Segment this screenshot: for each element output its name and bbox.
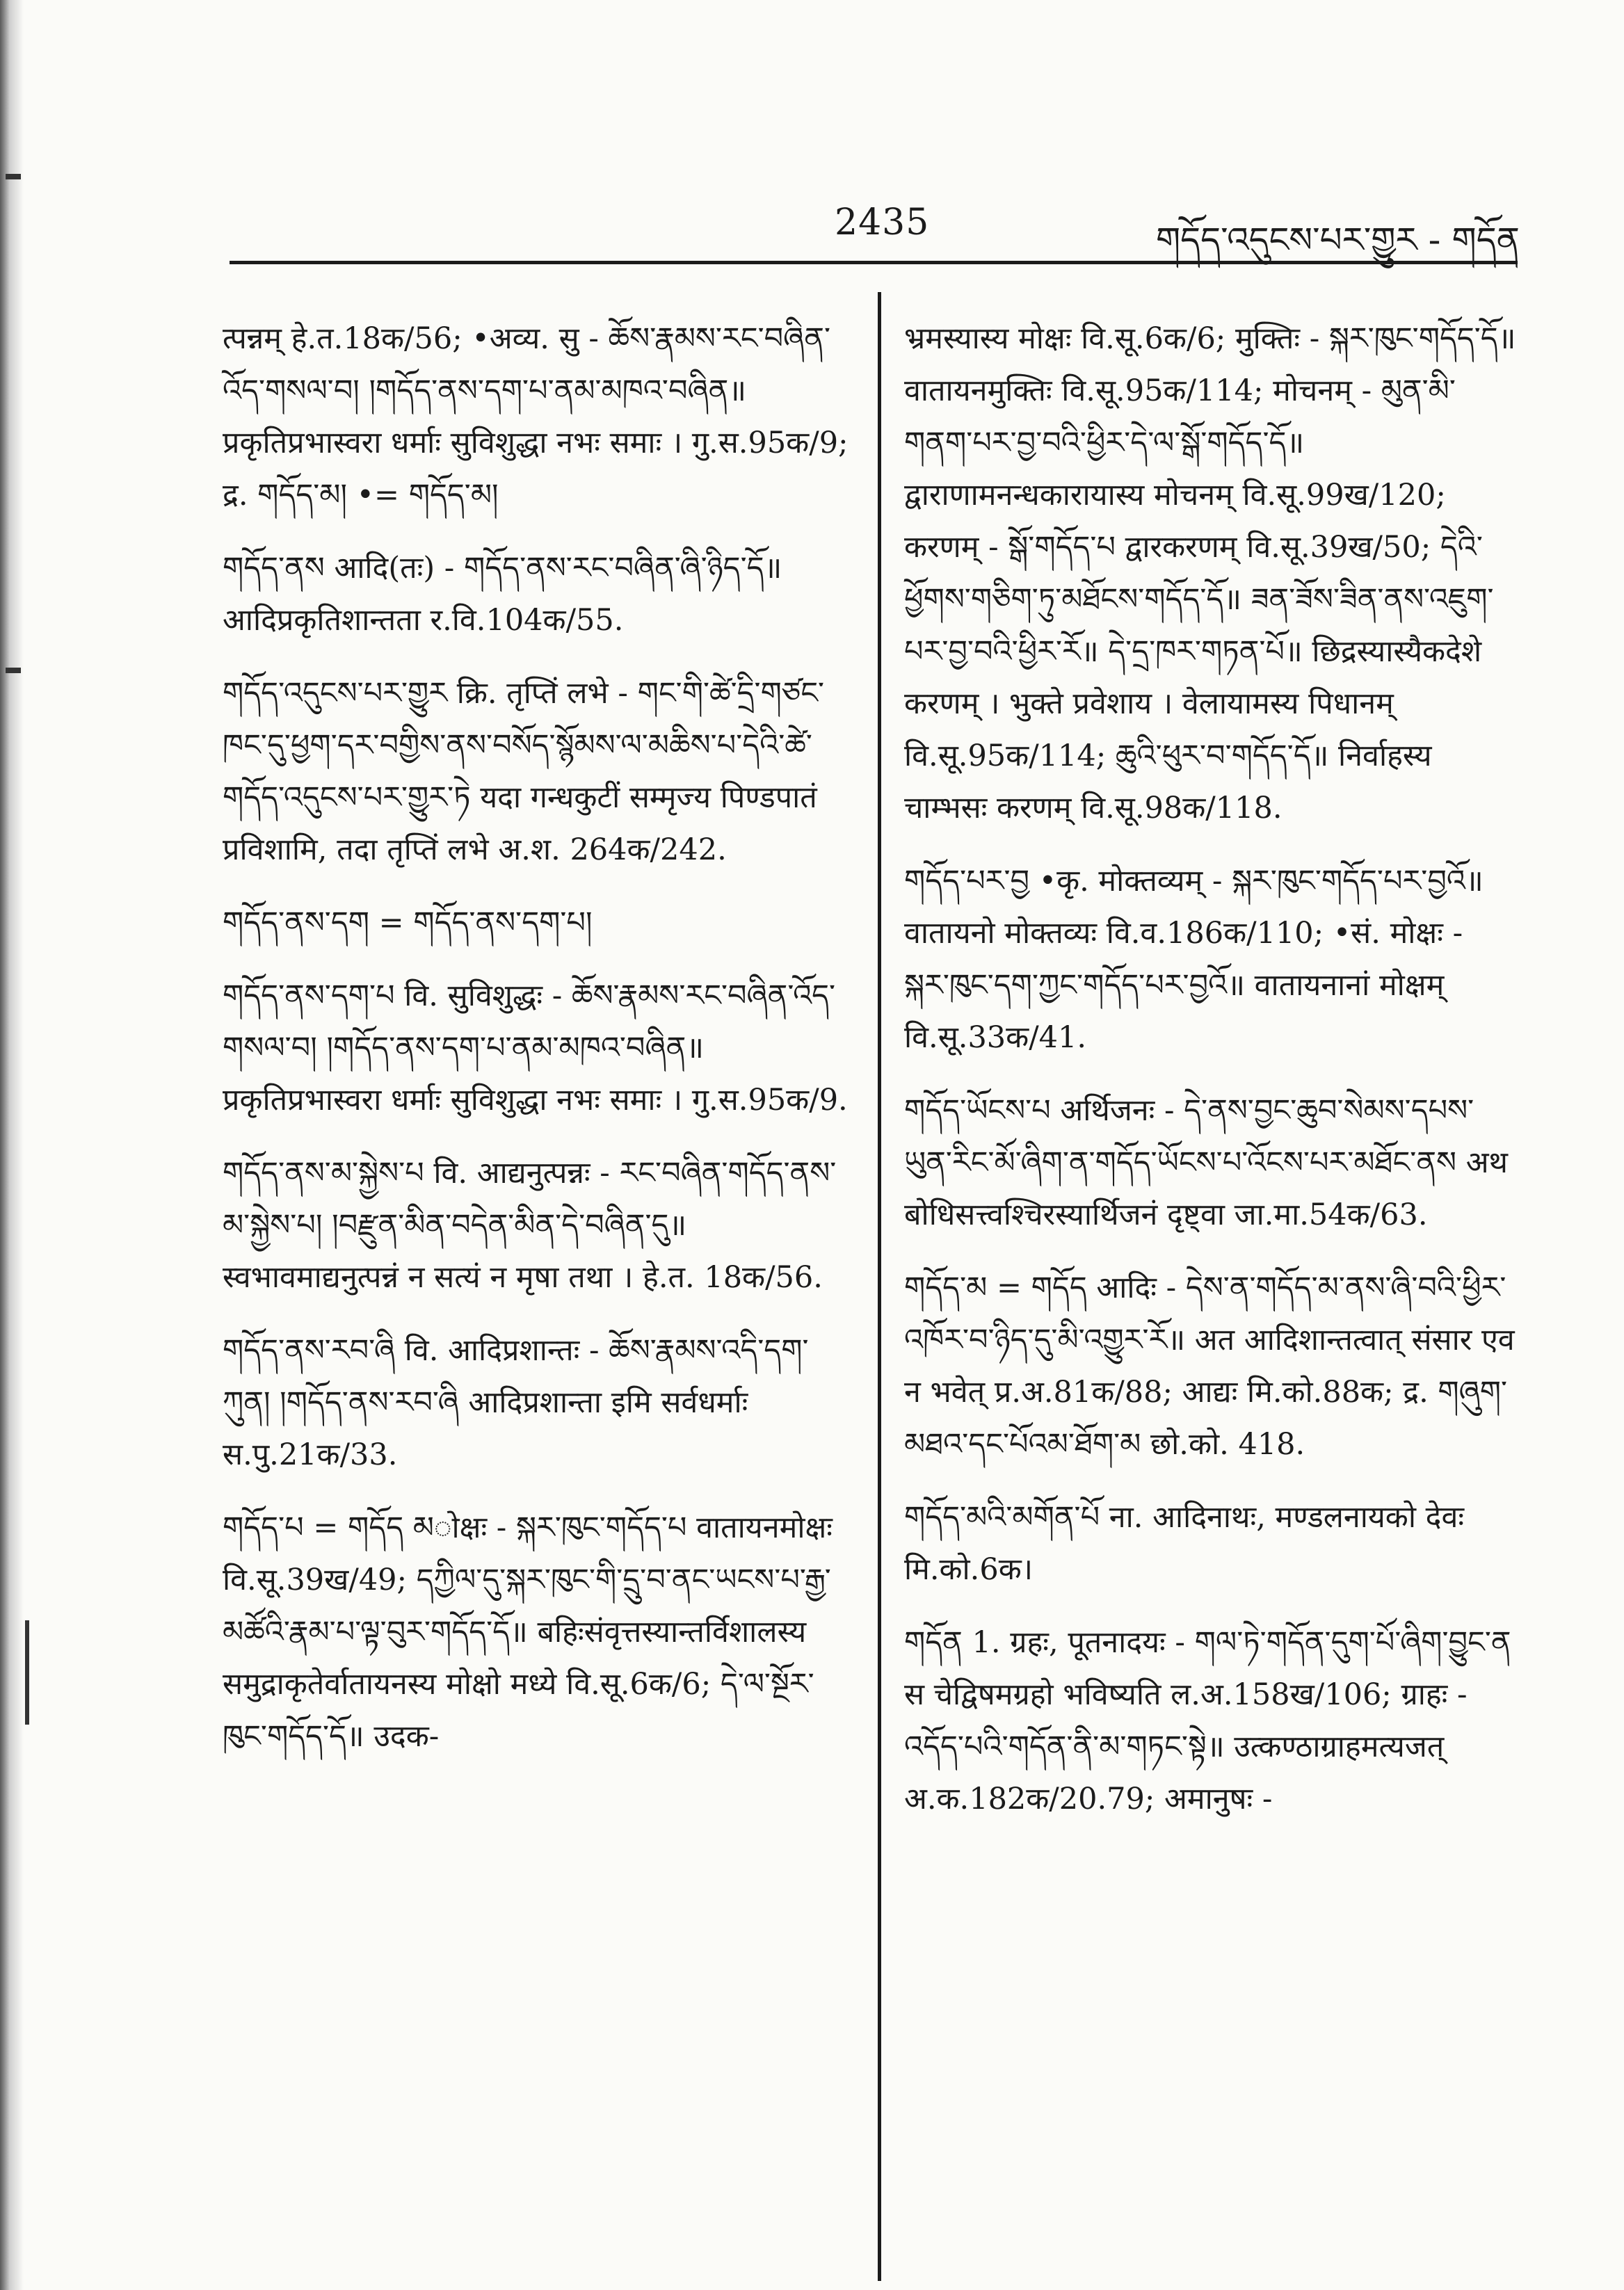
header-rule [230, 261, 1518, 264]
right-column [904, 313, 1516, 1846]
dictionary-entry: གདོད་ནས་དག = གདོད་ནས་དག་པ། [223, 905, 593, 940]
dictionary-entry: भ्रमस्यास्य मोक्षः वि.सू.6क/6; मुक्तिः - སྐར་ཁུང་གདོད་དོ॥ वातायनमुक्तिः वि.सू.95क/114; मोचनम् - མུན་མི་གནག་པར་བྱ་བའི་ཕྱིར་དེ་ལ་སྒོ་གདོད་དོ॥ द्वाराणामनन्धकारायास्य मोचनम् वि.सू.99ख/120; करणम् - སྒོ་གདོད་པ द्वारकरणम् वि.सू.39ख/50; དེའི་ཕྱོགས་གཅིག་ཏུ་མཐོངས་གདོད་དོ॥ ཟན་ཟོས་ཟིན་ནས་འཇུག་པར་བྱ་བའི་ཕྱིར་རོ॥ དེ་དྲ་ཁར་གཏན་པོ॥ छिद्रस्यास्यैकदेशे करणम् । भुक्ते प्रवेशाय । वेलायामस्य पिधानम् वि.सू.95क/114; ཆུའི་ཕུར་བ་གདོད་དོ॥ निर्वाहस्य चाम्भसः करणम् वि.सू.98क/118. [904, 321, 1516, 825]
dictionary-entry: གདོད་ཡོངས་པ अर्थिजनः - དེ་ནས་བྱང་ཆུབ་སེམས་དཔས་ཡུན་རིང་མོ་ཞིག་ན་གདོད་ཡོངས་པ་འོངས་པར་མཐོང་ནས अथ बोधिसत्त्वश्चिरस्यार्थिजनं दृष्ट्वा जा.मा.54क/63. [904, 1093, 1509, 1232]
left-column [223, 313, 849, 1784]
dictionary-entry: གདོད་མའི་མགོན་པོ ना. आदिनाथः, मण्डलनायको देवः मि.को.6क। [904, 1500, 1465, 1587]
dictionary-entry: གདོད་ནས་མ་སྐྱེས་པ वि. आद्यनुत्पन्नः - རང་བཞིན་གདོད་ནས་མ་སྐྱེས་པ། །བརྫུན་མིན་བདེན་མིན་དེ་བཞིན་དུ॥ स्वभावमाद्यनुत्पन्नं न सत्यं न मृषा तथा । हे.त. 18क/56. [223, 1156, 837, 1295]
dictionary-entry: གདོད་འདུངས་པར་གྱུར क्रि. तृप्तिं लभे - གང་གི་ཚེ་དྲི་གཙང་ཁང་དུ་ཕྱག་དར་བགྱིས་ནས་བསོད་སྙོམས་ལ་མཆིས་པ་དེའི་ཚེ་གདོད་འདུངས་པར་གྱུར་ཏེ यदा गन्धकुटीं सम्मृज्य पिण्डपातं प्रविशामि, तदा तृप्तिं लभे अ.श. 264क/242. [223, 676, 825, 867]
running-head: གདོད་འདུངས་པར་གྱུར - གདོན [1155, 220, 1520, 260]
dictionary-entry: གདོད་ནས་རབ་ཞི वि. आदिप्रशान्तः - ཆོས་རྣམས་འདི་དག་ཀུན། །གདོད་ནས་རབ་ཞི आदिप्रशान्ता इमि सर्वधर्माः स.पु.21क/33. [223, 1333, 809, 1472]
page-number: 2435 [835, 202, 930, 243]
dictionary-entry: གདོད་པར་བྱ •कृ. मोक्तव्यम् - སྐར་ཁུང་གདོད་པར་བྱའོ॥ वातायनो मोक्तव्यः वि.व.186क/110; •सं. मोक्षः - སྐར་ཁུང་དག་ཀྱང་གདོད་པར་བྱའོ॥ वातायनानां मोक्षम् वि.सू.33क/41. [904, 864, 1484, 1055]
dictionary-entry: གདོན 1. ग्रहः, पूतनादयः - གལ་ཏེ་གདོན་དུག་པོ་ཞིག་བྱུང་ན स चेद्विषमग्रहो भविष्यति ल.अ.158ख/106; ग्राहः - འདོད་པའི་གདོན་ནི་མ་གཏང་སྟེ॥ उत्कण्ठाग्राहमत्यजत् अ.क.182क/20.79; अमानुषः - [904, 1625, 1511, 1816]
scan-edge [0, 0, 24, 2290]
dictionary-entry: གདོད་ནས་དག་པ वि. सुविशुद्धः - ཆོས་རྣམས་རང་བཞིན་འོད་གསལ་བ། །གདོད་ནས་དག་པ་ནམ་མཁའ་བཞིན॥ प्रकृतिप्रभास्वरा धर्माः सुविशुद्धा नभः समाः । गु.स.95क/9. [223, 978, 848, 1118]
scan-mark [6, 668, 21, 673]
dictionary-entry: གདོད་པ = གདོད མोक्षः - སྐར་ཁུང་གདོད་པ वातायनमोक्षः वि.सू.39ख/49; དཀྱིལ་དུ་སྐར་ཁུང་གི་དྲུ་བ་ནང་ཡངས་པ་རྒྱ་མཚོའི་རྣམ་པ་ལྟ་བུར་གདོད་དོ॥ बहिःसंवृत्तस्यान्तर्विशालस्य समुद्राकृतेर्वातायनस्य मोक्षो मध्ये वि.सू.6क/6; དེ་ལ་སྔོར་ཁུང་གདོད་དོ॥ उदक- [223, 1510, 833, 1754]
dictionary-entry: त्पन्नम् हे.त.18क/56; •अव्य. सु - ཆོས་རྣམས་རང་བཞིན་འོད་གསལ་བ། །གདོད་ནས་དག་པ་ནམ་མཁའ་བཞིན॥ प्रकृतिप्रभास्वरा धर्माः सुविशुद्धा नभः समाः । गु.स.95क/9; द्र. གདོད་མ། •= གདོད་མ། [223, 321, 849, 513]
dictionary-entry: གདོད་ནས आदि(तः) - གདོད་ནས་རང་བཞིན་ཞི་ཉིད་དོ॥ आदिप्रकृतिशान्तता र.वि.104क/55. [223, 551, 782, 638]
scan-mark [25, 1620, 29, 1725]
column-divider [878, 292, 881, 2281]
scan-mark [6, 174, 21, 179]
dictionary-entry: གདོད་མ = གདོད आदिः - དེས་ན་གདོད་མ་ནས་ཞི་བའི་ཕྱིར་འཁོར་བ་ཉིད་དུ་མི་འགྱུར་རོ॥ अत आदिशान्तत्वात् संसार एव न भवेत् प्र.अ.81क/88; आद्यः मि.को.88क; द्र. གཞུག་མཐའ་དང་པོའམ་ཐོག་མ छो.को. 418. [904, 1271, 1515, 1462]
